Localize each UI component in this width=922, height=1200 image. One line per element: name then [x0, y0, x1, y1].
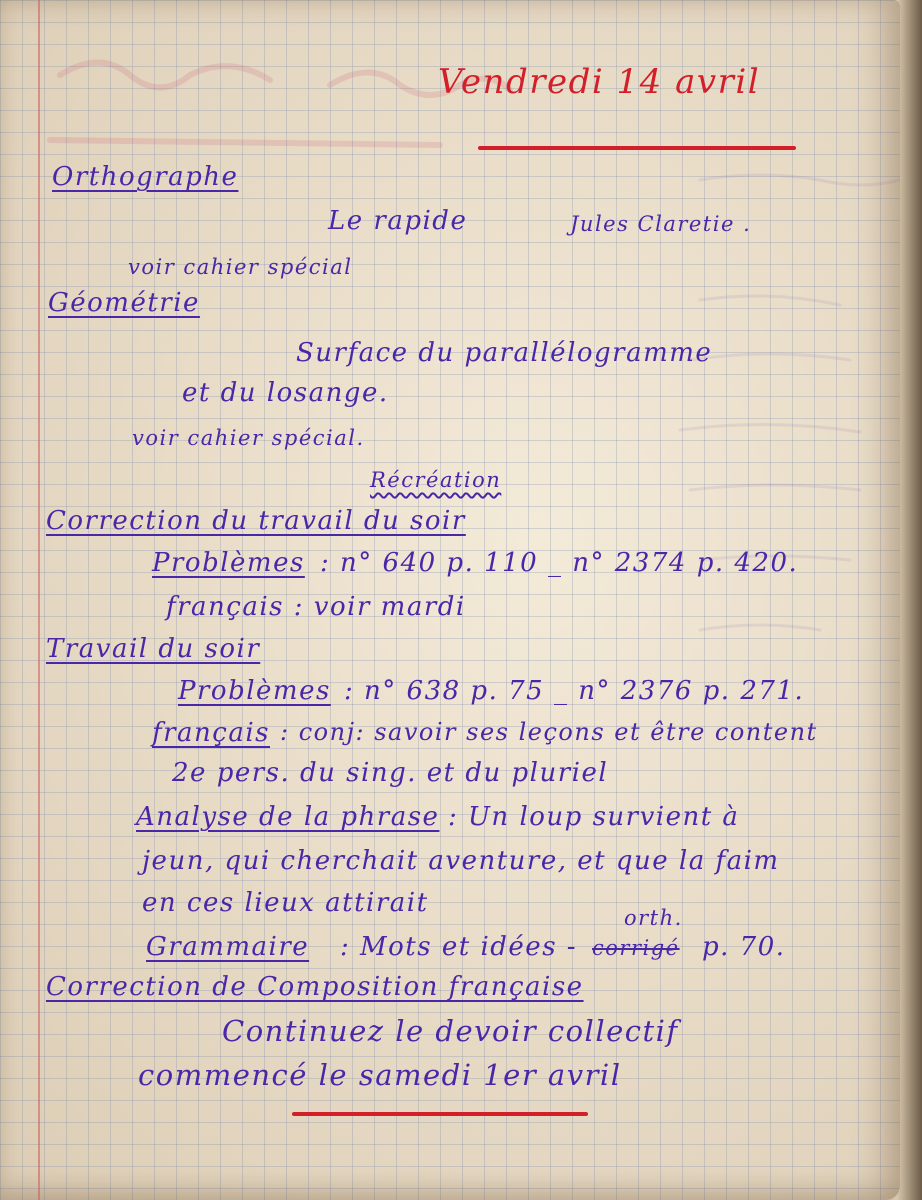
closing-rule	[292, 1112, 588, 1116]
composition-line-1: Continuez le devoir collectif	[222, 1014, 679, 1048]
heading-travail-soir: Travail du soir	[46, 634, 261, 664]
travail-problemes-label: Problèmes	[178, 676, 331, 706]
grammaire-label: Grammaire	[146, 932, 310, 962]
heading-geometrie: Géométrie	[48, 288, 200, 318]
analyse-label: Analyse de la phrase	[136, 802, 440, 832]
heading-composition: Correction de Composition française	[46, 972, 584, 1002]
recreation-label: Récréation	[370, 468, 502, 492]
grammaire-struck: corrigé	[592, 936, 680, 960]
geometrie-note: voir cahier spécial.	[132, 426, 365, 450]
margin-line	[38, 0, 40, 1200]
travail-problemes-text: : n° 638 p. 75 _ n° 2376 p. 271.	[344, 676, 805, 706]
correction-problemes-text: : n° 640 p. 110 _ n° 2374 p. 420.	[320, 548, 799, 578]
grammaire-text: : Mots et idées -	[340, 932, 578, 962]
travail-francais-line-2: 2e pers. du sing. et du pluriel	[172, 758, 609, 788]
analyse-line-2: jeun, qui cherchait aventure, et que la faim	[142, 846, 780, 876]
heading-correction-travail: Correction du travail du soir	[46, 506, 466, 536]
correction-problemes-label: Problèmes	[152, 548, 305, 578]
heading-orthographe: Orthographe	[52, 162, 239, 192]
composition-line-2: commencé le samedi 1er avril	[138, 1058, 622, 1092]
page-date: Vendredi 14 avril	[438, 62, 761, 102]
grammaire-end: p. 70.	[702, 932, 786, 962]
travail-francais-text: : conj: savoir ses leçons et être content	[280, 718, 818, 746]
travail-francais-label: français	[152, 718, 271, 748]
dictation-author: Jules Claretie .	[570, 212, 752, 236]
date-underline	[478, 146, 796, 150]
geometrie-line-1: Surface du parallélogramme	[296, 338, 713, 368]
geometrie-line-2: et du losange.	[182, 378, 389, 408]
dictation-title: Le rapide	[328, 206, 468, 236]
analyse-line-3: en ces lieux attirait	[142, 888, 429, 918]
orthographe-note: voir cahier spécial	[128, 255, 353, 279]
grammaire-insert: orth.	[624, 906, 683, 930]
analyse-text: : Un loup survient à	[448, 802, 740, 832]
correction-francais: français : voir mardi	[166, 592, 466, 622]
